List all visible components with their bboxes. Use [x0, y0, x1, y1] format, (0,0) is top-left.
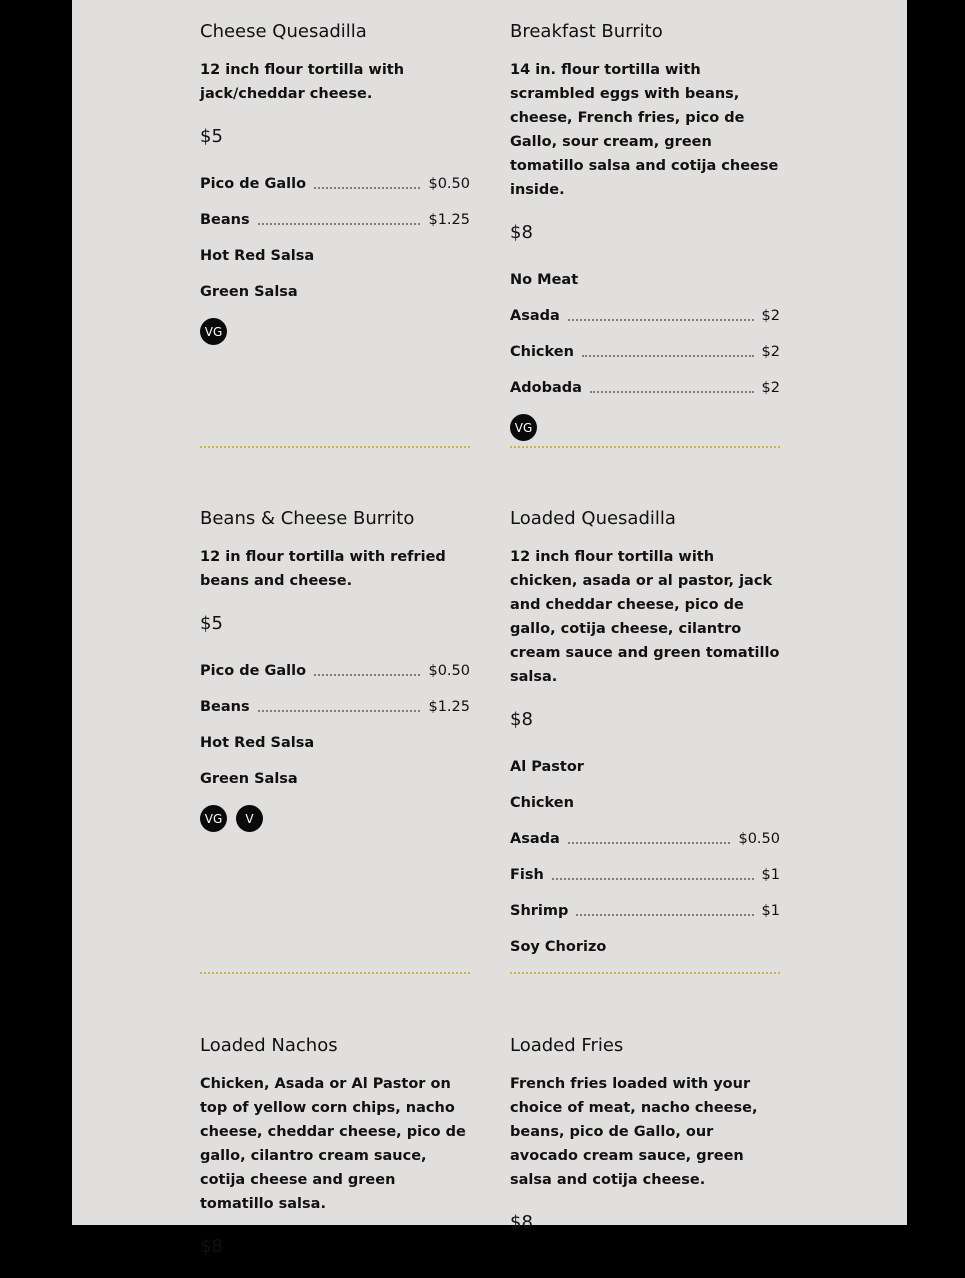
menu-item[interactable]: [510, 1035, 780, 1254]
item-separator: [200, 972, 470, 974]
option-name: Asada: [510, 831, 560, 847]
item-description: 12 inch flour tortilla with jack/cheddar cheese.: [200, 62, 405, 102]
option-name: No Meat: [510, 272, 579, 288]
vegetarian-badge: VG: [510, 414, 537, 441]
option-row[interactable]: [200, 266, 470, 302]
option-name: Fish: [510, 867, 544, 883]
option-row[interactable]: [200, 753, 470, 789]
option-price: $2: [761, 380, 780, 396]
option-price: $2: [761, 344, 780, 360]
item-title: Cheese Quesadilla: [200, 21, 367, 42]
item-title: Breakfast Burrito: [510, 21, 663, 42]
dot-leader: [568, 842, 731, 844]
vegan-badge: V: [236, 805, 263, 832]
option-price: $0.50: [738, 831, 780, 847]
item-price: $8: [510, 1212, 533, 1233]
item-price: $8: [200, 1236, 223, 1257]
menu-panel: [72, 0, 907, 1257]
option-row[interactable]: [510, 290, 780, 326]
dot-leader: [582, 355, 754, 357]
option-row[interactable]: [510, 362, 780, 398]
menu-item[interactable]: [200, 1035, 470, 1278]
option-price: $0.50: [428, 663, 470, 679]
item-title: Beans & Cheese Burrito: [200, 508, 415, 529]
option-row[interactable]: [510, 326, 780, 362]
option-price: $0.50: [428, 176, 470, 192]
item-title: Loaded Nachos: [200, 1035, 338, 1056]
option-row[interactable]: [200, 168, 470, 194]
item-separator: [510, 972, 780, 974]
item-title: Loaded Quesadilla: [510, 508, 676, 529]
option-name: Chicken: [510, 795, 574, 811]
dot-leader: [258, 223, 421, 225]
option-price: $1.25: [428, 699, 470, 715]
option-name: Asada: [510, 308, 560, 324]
item-price: $5: [200, 126, 223, 147]
vegetarian-badge: VG: [200, 805, 227, 832]
option-name: Chicken: [510, 344, 574, 360]
option-name: Beans: [200, 212, 250, 228]
option-name: Adobada: [510, 380, 582, 396]
option-row[interactable]: [200, 194, 470, 230]
dot-leader: [576, 914, 753, 916]
item-price: $8: [510, 709, 533, 730]
item-price: $5: [200, 613, 223, 634]
menu-item[interactable]: [510, 508, 780, 957]
item-separator: [200, 446, 470, 448]
option-row[interactable]: [200, 230, 470, 266]
menu-item[interactable]: [200, 508, 470, 832]
option-row[interactable]: [200, 717, 470, 753]
option-price: $1: [761, 867, 780, 883]
option-name: Beans: [200, 699, 250, 715]
item-description: 14 in. flour tortilla with scrambled eggs with beans, cheese, French fries, pico de Gallo, sour cream, green tomatillo salsa and cotija cheese inside.: [510, 62, 779, 198]
item-description: 12 in flour tortilla with refried beans and cheese.: [200, 549, 446, 589]
menu-item[interactable]: [510, 21, 780, 441]
item-separator: [510, 446, 780, 448]
option-price: $1: [761, 903, 780, 919]
option-name: Shrimp: [510, 903, 569, 919]
item-description: French fries loaded with your choice of meat, nacho cheese, beans, pico de Gallo, our avocado cream sauce, green salsa and cotija cheese.: [510, 1076, 758, 1188]
menu-item[interactable]: [200, 21, 470, 345]
option-name: Hot Red Salsa: [200, 248, 315, 264]
option-name: Green Salsa: [200, 771, 298, 787]
dot-leader: [590, 391, 754, 393]
dot-leader: [258, 710, 421, 712]
option-row[interactable]: [510, 751, 780, 777]
option-price: $2: [761, 308, 780, 324]
diet-badges: [510, 414, 780, 441]
item-price: $8: [510, 222, 533, 243]
diet-badges: [200, 318, 470, 345]
option-price: $1.25: [428, 212, 470, 228]
option-name: Pico de Gallo: [200, 176, 307, 192]
item-title: Loaded Fries: [510, 1035, 624, 1056]
option-row[interactable]: [200, 681, 470, 717]
option-row[interactable]: [200, 655, 470, 681]
dot-leader: [314, 187, 420, 189]
option-name: Green Salsa: [200, 284, 298, 300]
dot-leader: [314, 674, 420, 676]
dot-leader: [552, 878, 754, 880]
option-name: Al Pastor: [510, 759, 584, 775]
diet-badges: [200, 805, 470, 832]
option-row[interactable]: [510, 849, 780, 885]
item-description: 12 inch flour tortilla with chicken, asada or al pastor, jack and cheddar cheese, pico de gallo, cotija cheese, cilantro cream sauce and green tomatillo salsa.: [510, 549, 780, 685]
option-row[interactable]: [510, 813, 780, 849]
vegetarian-badge: VG: [200, 318, 227, 345]
option-name: Soy Chorizo: [510, 939, 607, 955]
option-row[interactable]: [510, 264, 780, 290]
option-name: Pico de Gallo: [200, 663, 307, 679]
option-row[interactable]: [510, 921, 780, 957]
option-name: Hot Red Salsa: [200, 735, 315, 751]
item-description: Chicken, Asada or Al Pastor on top of yellow corn chips, nacho cheese, cheddar cheese, pico de gallo, cilantro cream sauce, cotija cheese and green tomatillo salsa.: [200, 1076, 466, 1212]
option-row[interactable]: [510, 777, 780, 813]
option-row[interactable]: [510, 885, 780, 921]
dot-leader: [568, 319, 754, 321]
